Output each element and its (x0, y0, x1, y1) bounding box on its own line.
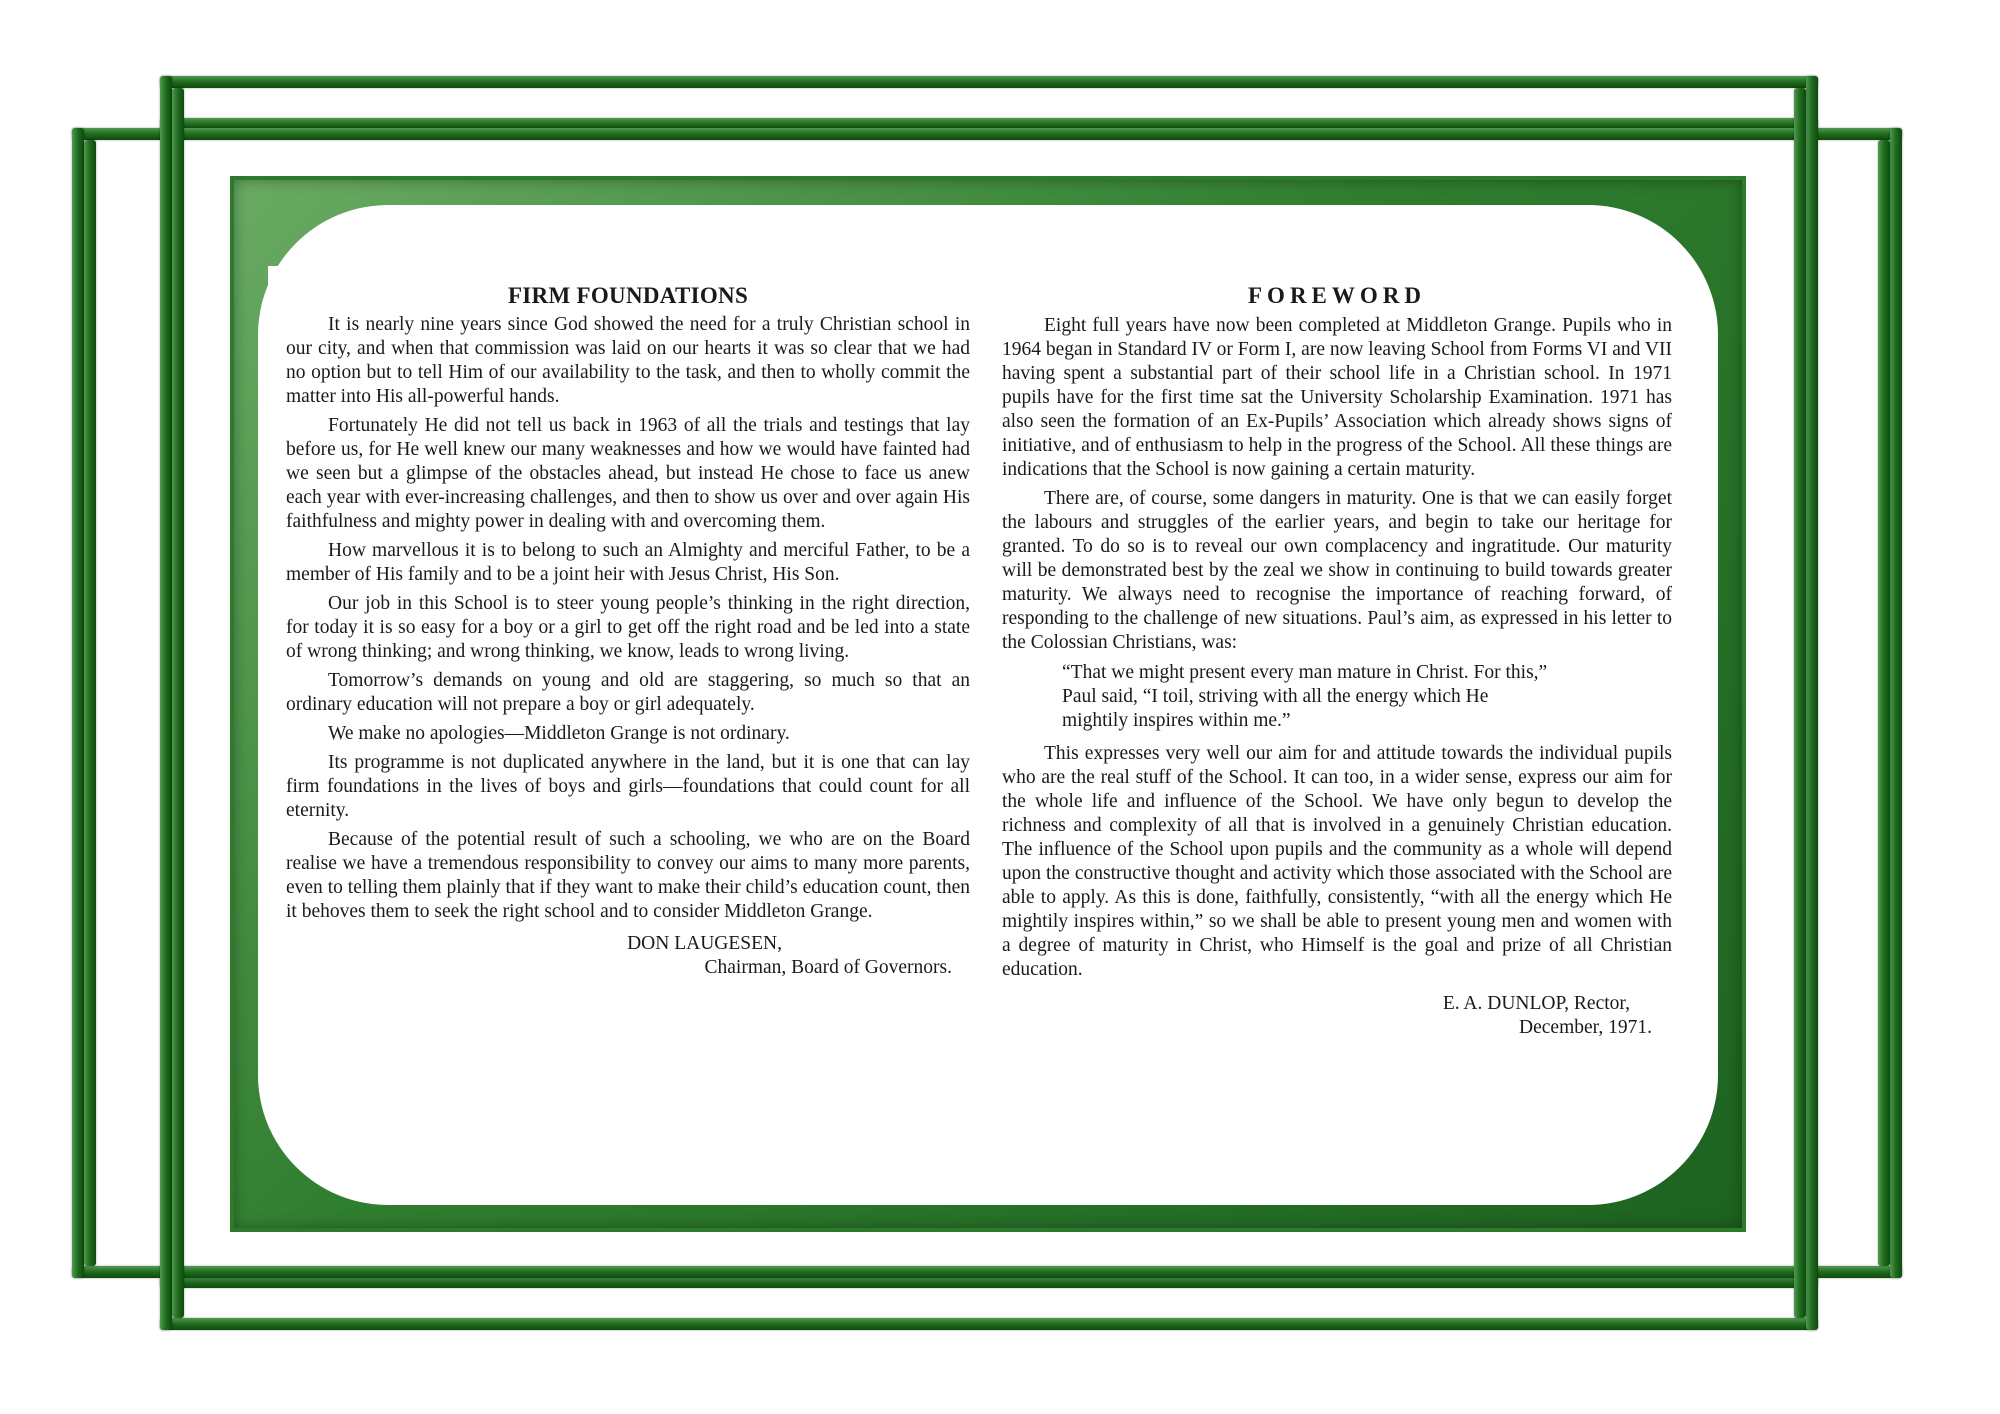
paragraph: There are, of course, some dangers in maturity. One is that we can easily forget the labours and struggles of the earlier years, and begin to take our heritage for granted. To do so is to reveal our own complacency and ingratitude. Our maturity will be demonstrated best by the zeal we show in continuing to build towards greater maturity. We always need to recognise the importance of reaching forward, of responding to the challenge of new situations. Paul’s aim, as expressed in his letter to the Colossian Christians, was: (1002, 488, 1672, 653)
scripture-quote (1062, 661, 1672, 733)
foreword-title: FOREWORD (1248, 283, 1426, 308)
signature-date: December, 1971. (1519, 1017, 1652, 1038)
signature-name: DON LAUGESEN, (627, 933, 782, 954)
frame-bar (172, 88, 184, 1318)
paragraph: Its programme is not duplicated anywhere in the land, but it is one that can lay firm foundations in the lives of boys and girls—foundations that could count for all eternity. (286, 752, 970, 821)
paragraph: This expresses very well our aim for and attitude towards the individual pupils who are the real stuff of the School. It can too, in a wider sense, express our aim for the whole life and influence of the School. We have only begun to develop the richness and complexity of all that is involved in a genuinely Christian education. The influence of the School upon pupils and the community as a whole will depend upon the constructive thought and activity which those associated with the School are able to apply. As this is done, faithfully, consistently, “with all the energy which He mightily inspires within,” so we shall be able to present young men and women with a degree of maturity in Christ, who Himself is the goal and prize of all Christian education. (1002, 743, 1672, 980)
paragraph: Because of the potential result of such a schooling, we who are on the Board realise we have a tremendous responsibility to convey our aims to many more parents, even to telling them plainly that if they want to make their child’s education count, then it behoves them to seek the right school and to consider Middleton Grange. (286, 829, 970, 922)
signature-name: E. A. DUNLOP, Rector, (1442, 993, 1630, 1014)
firm-foundations-title: FIRM FOUNDATIONS (507, 283, 749, 308)
frame-bar (84, 140, 96, 1266)
paragraph: Eight full years have now been completed at Middleton Grange. Pupils who in 1964 began in Standard IV or Form I, are now leaving School from Forms VI and VII having spent a substantial part of their school life in a Christian school. In 1971 pupils have for the first time sat the University Scholarship Examination. 1971 has also seen the formation of an Ex-Pupils’ Association which already shows signs of initiative, and of enthusiasm to help in the progress of the School. All these things are indications that the School is now gaining a certain maturity. (1002, 315, 1672, 480)
quote-line: “That we might present every man mature in Christ. For this,” (1062, 662, 1548, 683)
quote-line: Paul said, “I toil, striving with all the energy which He (1062, 686, 1489, 707)
foreword-column (1002, 284, 1672, 1040)
paragraph: We make no apologies—Middleton Grange is not ordinary. (328, 723, 790, 744)
frame-bar (160, 76, 172, 1330)
frame-bar (1806, 76, 1818, 1330)
frame-bar (160, 1318, 1818, 1330)
paragraph: Our job in this School is to steer young people’s thinking in the right direction, for today it is so easy for a boy or a girl to get off the right road and be led into a state of wrong thinking; and wrong thinking, we know, leads to wrong living. (286, 593, 970, 662)
paragraph: It is nearly nine years since God showed the need for a truly Christian school in our city, and when that commission was laid on our hearts it was so clear that we had no option but to tell Him of our availability to the task, and then to wholly commit the matter into His all-powerful hands. (286, 314, 970, 407)
signature-block (1002, 992, 1672, 1040)
frame-bar (1878, 140, 1890, 1266)
frame-bar (72, 128, 1902, 140)
firm-foundations-column (286, 284, 970, 980)
signature-block (286, 932, 970, 980)
paragraph: Tomorrow’s demands on young and old are staggering, so much so that an ordinary education will not prepare a boy or girl adequately. (286, 670, 970, 715)
signature-role: Chairman, Board of Governors. (704, 957, 952, 978)
frame-bar (1890, 128, 1902, 1278)
frame-bar (160, 76, 1818, 88)
quote-line: mightily inspires within me.” (1062, 710, 1291, 731)
paragraph: How marvellous it is to belong to such an Almighty and merciful Father, to be a member of His family and to be a joint heir with Jesus Christ, His Son. (286, 540, 970, 585)
frame-bar (1794, 88, 1806, 1318)
frame-bar (72, 128, 84, 1278)
paragraph: Fortunately He did not tell us back in 1963 of all the trials and testings that lay before us, for He well knew our many weaknesses and how we would have fainted had we seen but a glimpse of the obstacles ahead, but instead He chose to face us anew each year with ever-increasing challenges, and then to show us over and over again His faithfulness and mighty power in dealing with and overcoming them. (286, 415, 970, 532)
frame-bar (72, 1266, 1902, 1278)
